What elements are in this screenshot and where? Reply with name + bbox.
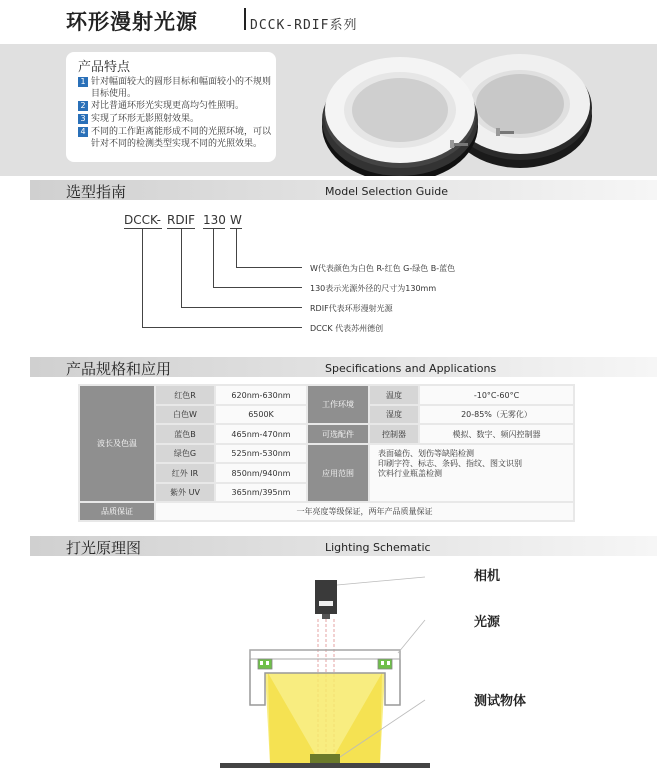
- wavelength-color: 红外 IR: [156, 464, 214, 482]
- wavelength-color: 紫外 UV: [156, 484, 214, 501]
- specs-title-en: Specifications and Applications: [325, 362, 497, 375]
- wavelength-color: 红色R: [156, 386, 214, 404]
- schematic-title-en: Lighting Schematic: [325, 541, 431, 554]
- specs-title-cn: 产品规格和应用: [66, 360, 172, 378]
- feature-text: 针对幅面较大的圆形目标和幅面较小的不规则目标使用。: [91, 77, 272, 99]
- code-desc-brand: DCCK 代表苏州德创: [310, 324, 384, 333]
- feature-heading: 产品特点: [78, 60, 131, 75]
- wavelength-color: 绿色G: [156, 445, 214, 462]
- code-desc-color: W代表颜色为白色 R-红色 G-绿色 B-蓝色: [310, 264, 456, 273]
- connector-line: [236, 267, 302, 268]
- model-code-color: W: [230, 213, 242, 227]
- wavelength-value: 465nm-470nm: [216, 425, 306, 443]
- feature-item: [78, 113, 278, 125]
- ring-light-product-image: [300, 44, 657, 176]
- quality-label: 品质保证: [80, 503, 154, 520]
- model-code-size: 130: [203, 213, 226, 227]
- feature-text: 不同的工作距离能形成不同的光照环境，可以针对不同的检测类型实现不同的光照效果。: [91, 127, 272, 149]
- connector-line: [142, 228, 143, 327]
- feature-number-badge: 3: [78, 114, 88, 124]
- wavelength-label: 波长及色温: [80, 386, 154, 501]
- wavelength-color: 白色W: [156, 406, 214, 423]
- title-divider: [244, 8, 246, 30]
- wavelength-value: 850nm/940nm: [216, 464, 306, 482]
- feature-item: [78, 126, 278, 150]
- environment-value: 20-85%（无雾化）: [420, 406, 573, 423]
- feature-text: 实现了环形无影照射效果。: [91, 114, 200, 124]
- feature-item: [78, 100, 278, 112]
- code-underline: [124, 228, 162, 229]
- model-code-series: RDIF: [167, 213, 196, 227]
- code-desc-size: 130表示光源外径的尺寸为130mm: [310, 284, 437, 293]
- selection-title-en: Model Selection Guide: [325, 185, 449, 198]
- wavelength-value: 6500K: [216, 406, 306, 423]
- environment-name: 温度: [370, 386, 418, 404]
- feature-item: [78, 76, 278, 100]
- controller-value: 模拟、数字、频闪控制器: [420, 425, 573, 443]
- wavelength-value: 620nm-630nm: [216, 386, 306, 404]
- spec-table: [78, 384, 575, 522]
- connector-line: [213, 287, 302, 288]
- selection-title-cn: 选型指南: [66, 183, 127, 201]
- connector-line: [181, 307, 302, 308]
- feature-number-badge: 1: [78, 77, 88, 87]
- connector-line: [236, 228, 237, 267]
- connector-line: [142, 327, 302, 328]
- connector-line: [213, 228, 214, 287]
- lighting-schematic-diagram: [220, 575, 430, 768]
- feature-number-badge: 2: [78, 101, 88, 111]
- controller-label: 控制器: [370, 425, 418, 443]
- model-code-prefix: DCCK-: [124, 213, 161, 227]
- code-underline: [203, 228, 225, 229]
- schematic-title-cn: 打光原理图: [66, 539, 142, 557]
- camera-body: [315, 580, 337, 614]
- accessory-label: 可选配件: [308, 425, 368, 443]
- test-object-label: 测试物体: [474, 694, 527, 709]
- light-source-label: 光源: [474, 615, 501, 630]
- camera-label: 相机: [474, 569, 501, 584]
- application-label: 应用范围: [308, 445, 368, 501]
- quality-value: 一年亮度等级保证，两年产品质量保证: [156, 503, 573, 520]
- environment-value: -10°C-60°C: [420, 386, 573, 404]
- environment-name: 湿度: [370, 406, 418, 423]
- feature-number-badge: 4: [78, 127, 88, 137]
- application-value: 表面磕伤、划伤等缺陷检测 印刷字符、标志、条码、指纹、图文识别 饮料行业瓶盖检测: [370, 445, 573, 501]
- page-title: 环形漫射光源: [66, 10, 198, 34]
- feature-text: 对比普通环形光实现更高均匀性照明。: [91, 101, 245, 111]
- connector-line: [181, 228, 182, 307]
- environment-label: 工作环境: [308, 386, 368, 423]
- code-desc-series: RDIF代表环形漫射光源: [310, 304, 393, 313]
- wavelength-color: 蓝色B: [156, 425, 214, 443]
- page-subtitle: DCCK-RDIF系列: [250, 18, 358, 33]
- wavelength-value: 365nm/395nm: [216, 484, 306, 501]
- wavelength-value: 525nm-530nm: [216, 445, 306, 462]
